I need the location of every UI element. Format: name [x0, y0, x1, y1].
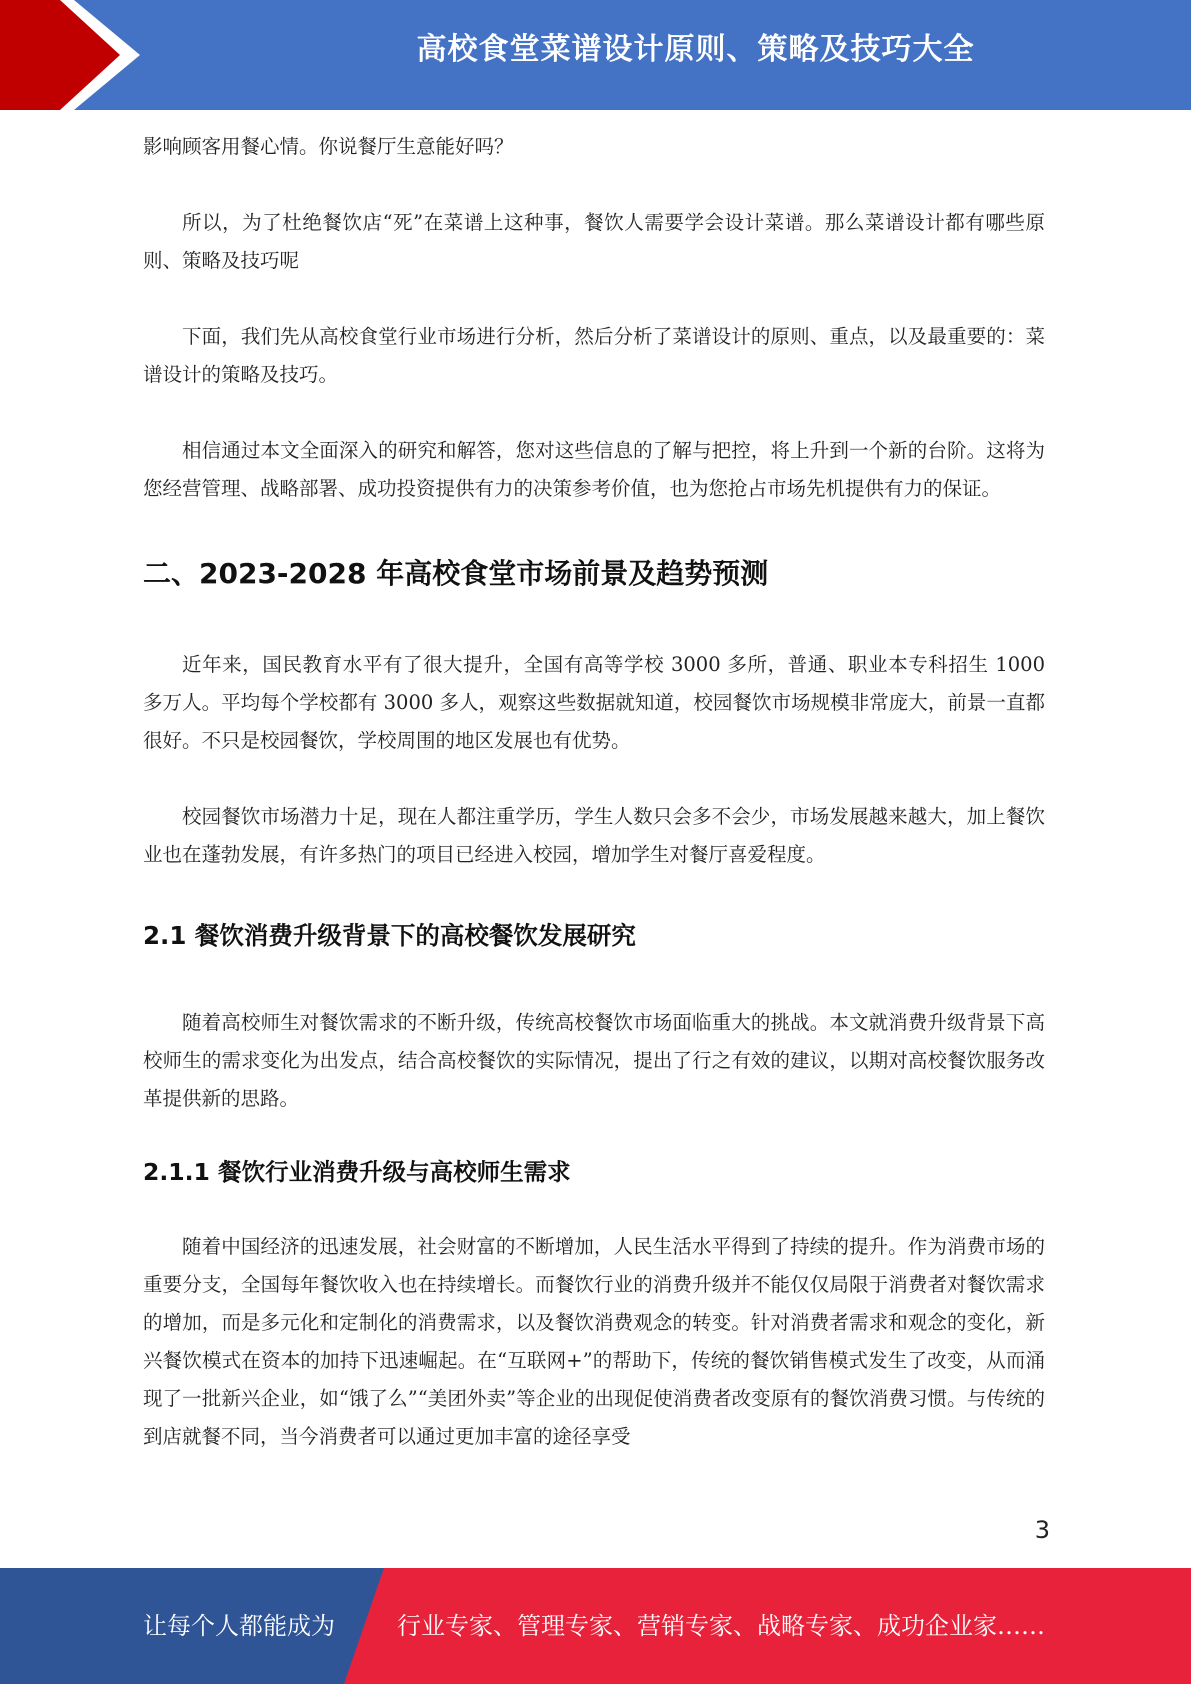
paragraph: 随着中国经济的迅速发展，社会财富的不断增加，人民生活水平得到了持续的提升。作为消费市场的重要分支，全国每年餐饮收入也在持续增长。而餐饮行业的消费升级并不能仅仅局限于消费者对餐饮需求的增加，而是多元化和定制化的消费需求，以及餐饮消费观念的转变。针对消费者需求和观念的变化，新兴餐饮模式在资本的加持下迅速崛起。在“互联网+”的帮助下，传统的餐饮销售模式发生了改变，从而涌现了一批新兴企业，如“饿了么”“美团外卖”等企业的出现促使消费者改变原有的餐饮消费习惯。与传统的到店就餐不同，当今消费者可以通过更加丰富的途径享受: [143, 1235, 1045, 1448]
subsection-heading: 2.1 餐饮消费升级背景下的高校餐饮发展研究: [143, 921, 636, 950]
header-arrow-decoration: [0, 0, 140, 110]
page-footer: [0, 1568, 1191, 1684]
paragraph: 近年来，国民教育水平有了很大提升，全国有高等学校 3000 多所，普通、职业本专科招生 1000 多万人。平均每个学校都有 3000 多人，观察这些数据就知道，校园餐饮市场规模非常庞大，前景一直都很好。不只是校园餐饮，学校周围的地区发展也有优势。: [143, 653, 1045, 752]
section-heading: 二、2023-2028 年高校食堂市场前景及趋势预测: [143, 557, 769, 590]
footer-slogan-right: 行业专家、管理专家、营销专家、战略专家、成功企业家……: [397, 1612, 1045, 1640]
page-header: [0, 0, 1191, 110]
page-number: 3: [1034, 1516, 1050, 1544]
paragraph: 所以，为了杜绝餐饮店“死”在菜谱上这种事，餐饮人需要学会设计菜谱。那么菜谱设计都有哪些原则、策略及技巧呢: [143, 211, 1045, 272]
footer-slogan-left: 让每个人都能成为: [143, 1612, 335, 1640]
paragraph: 影响顾客用餐心情。你说餐厅生意能好吗？: [143, 135, 514, 158]
subsubsection-heading: 2.1.1 餐饮行业消费升级与高校师生需求: [143, 1158, 571, 1186]
paragraph: 下面，我们先从高校食堂行业市场进行分析，然后分析了菜谱设计的原则、重点，以及最重要的：菜谱设计的策略及技巧。: [143, 325, 1045, 386]
paragraph: 随着高校师生对餐饮需求的不断升级，传统高校餐饮市场面临重大的挑战。本文就消费升级背景下高校师生的需求变化为出发点，结合高校餐饮的实际情况，提出了行之有效的建议，以期对高校餐饮服务改革提供新的思路。: [143, 1011, 1045, 1110]
paragraph: 相信通过本文全面深入的研究和解答，您对这些信息的了解与把控，将上升到一个新的台阶。这将为您经营管理、战略部署、成功投资提供有力的决策参考价值，也为您抢占市场先机提供有力的保证。: [143, 439, 1045, 500]
paragraph: 校园餐饮市场潜力十足，现在人都注重学历，学生人数只会多不会少，市场发展越来越大，加上餐饮业也在蓬勃发展，有许多热门的项目已经进入校园，增加学生对餐厅喜爱程度。: [143, 805, 1045, 866]
header-title: 高校食堂菜谱设计原则、策略及技巧大全: [416, 32, 975, 67]
document-body: [143, 128, 1045, 1456]
